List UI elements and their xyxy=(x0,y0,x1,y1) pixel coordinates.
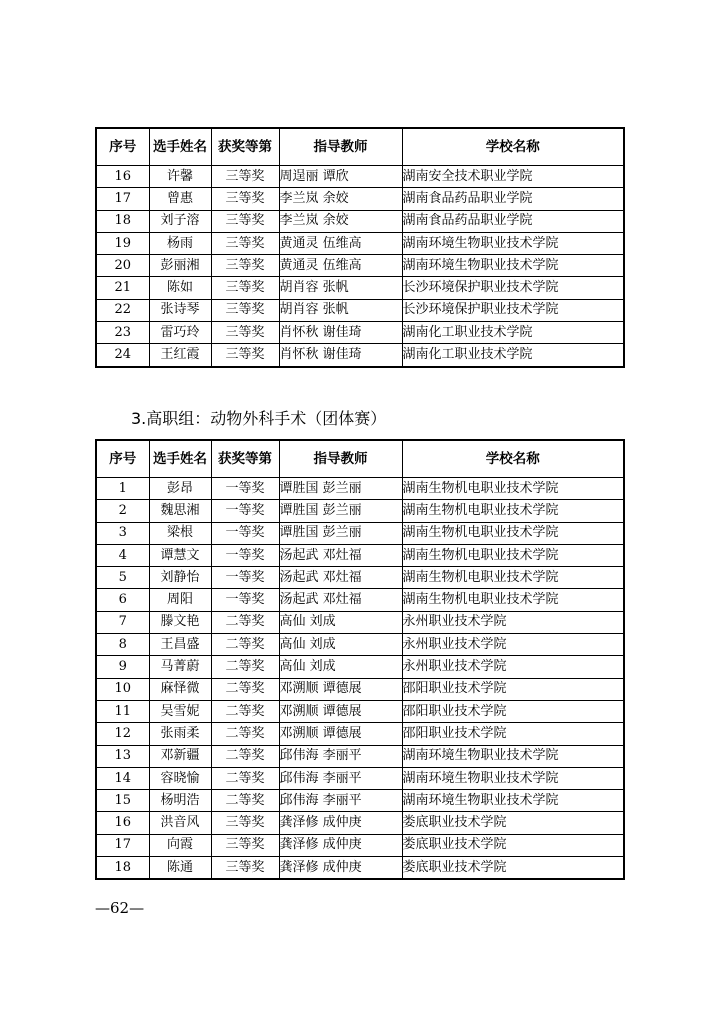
cell-school: 湖南生物机电职业技术学院 xyxy=(402,500,624,522)
table-row xyxy=(96,210,624,232)
cell-school: 湖南安全技术职业学院 xyxy=(402,166,624,188)
cell-serial: 22 xyxy=(96,299,149,321)
cell-contestant: 谭慧文 xyxy=(149,544,211,566)
cell-contestant: 彭丽湘 xyxy=(149,255,211,277)
table-row xyxy=(96,522,624,544)
cell-serial: 3 xyxy=(96,522,149,544)
cell-award: 一等奖 xyxy=(211,589,279,611)
cell-award: 三等奖 xyxy=(211,188,279,210)
cell-award: 二等奖 xyxy=(211,656,279,678)
cell-instructor: 邓溯顺 谭德展 xyxy=(279,723,402,745)
cell-contestant: 杨雨 xyxy=(149,232,211,254)
cell-serial: 1 xyxy=(96,478,149,500)
cell-instructor: 肖怀秋 谢佳琦 xyxy=(279,322,402,344)
header-contestant: 选手姓名 xyxy=(149,128,211,166)
award-table-team xyxy=(95,439,625,880)
cell-award: 三等奖 xyxy=(211,834,279,856)
cell-school: 邵阳职业技术学院 xyxy=(402,678,624,700)
cell-serial: 11 xyxy=(96,700,149,722)
cell-serial: 10 xyxy=(96,678,149,700)
cell-contestant: 刘子溶 xyxy=(149,210,211,232)
header-instructor: 指导教师 xyxy=(279,128,402,166)
cell-contestant: 陈如 xyxy=(149,277,211,299)
cell-serial: 20 xyxy=(96,255,149,277)
cell-serial: 23 xyxy=(96,322,149,344)
table-row xyxy=(96,767,624,789)
cell-award: 二等奖 xyxy=(211,700,279,722)
cell-school: 湖南环境生物职业技术学院 xyxy=(402,745,624,767)
cell-award: 三等奖 xyxy=(211,232,279,254)
header-serial: 序号 xyxy=(96,440,149,478)
cell-instructor: 龚泽修 成仲庚 xyxy=(279,857,402,880)
header-contestant: 选手姓名 xyxy=(149,440,211,478)
cell-serial: 6 xyxy=(96,589,149,611)
cell-award: 三等奖 xyxy=(211,255,279,277)
cell-serial: 24 xyxy=(96,344,149,367)
table-row xyxy=(96,611,624,633)
cell-award: 三等奖 xyxy=(211,812,279,834)
cell-school: 娄底职业技术学院 xyxy=(402,812,624,834)
cell-serial: 19 xyxy=(96,232,149,254)
cell-school: 湖南环境生物职业技术学院 xyxy=(402,255,624,277)
table-row xyxy=(96,544,624,566)
cell-award: 二等奖 xyxy=(211,767,279,789)
cell-instructor: 高仙 刘成 xyxy=(279,656,402,678)
cell-instructor: 高仙 刘成 xyxy=(279,611,402,633)
table-header-row xyxy=(96,128,624,166)
cell-contestant: 马菁蔚 xyxy=(149,656,211,678)
cell-instructor: 邱伟海 李丽平 xyxy=(279,745,402,767)
table-row xyxy=(96,589,624,611)
cell-contestant: 张雨柔 xyxy=(149,723,211,745)
page-number: —62— xyxy=(95,899,145,917)
cell-contestant: 雷巧玲 xyxy=(149,322,211,344)
cell-instructor: 汤起武 邓灶福 xyxy=(279,567,402,589)
header-school: 学校名称 xyxy=(402,440,624,478)
cell-contestant: 王红霞 xyxy=(149,344,211,367)
cell-award: 二等奖 xyxy=(211,611,279,633)
cell-serial: 2 xyxy=(96,500,149,522)
table-header-row xyxy=(96,440,624,478)
table-row xyxy=(96,857,624,880)
table-row xyxy=(96,277,624,299)
cell-instructor: 胡肖容 张帆 xyxy=(279,299,402,321)
table-row xyxy=(96,656,624,678)
cell-school: 长沙环境保护职业技术学院 xyxy=(402,299,624,321)
table-row xyxy=(96,812,624,834)
cell-award: 二等奖 xyxy=(211,678,279,700)
cell-school: 湖南生物机电职业技术学院 xyxy=(402,478,624,500)
cell-contestant: 彭昂 xyxy=(149,478,211,500)
cell-school: 湖南食品药品职业学院 xyxy=(402,188,624,210)
cell-instructor: 肖怀秋 谢佳琦 xyxy=(279,344,402,367)
cell-instructor: 龚泽修 成仲庚 xyxy=(279,834,402,856)
cell-award: 三等奖 xyxy=(211,299,279,321)
cell-contestant: 杨明浩 xyxy=(149,790,211,812)
cell-school: 娄底职业技术学院 xyxy=(402,834,624,856)
cell-contestant: 张诗琴 xyxy=(149,299,211,321)
cell-contestant: 邓新疆 xyxy=(149,745,211,767)
table-row xyxy=(96,790,624,812)
cell-serial: 16 xyxy=(96,166,149,188)
cell-contestant: 魏思湘 xyxy=(149,500,211,522)
cell-instructor: 高仙 刘成 xyxy=(279,634,402,656)
header-instructor: 指导教师 xyxy=(279,440,402,478)
cell-instructor: 谭胜国 彭兰丽 xyxy=(279,500,402,522)
cell-school: 永州职业技术学院 xyxy=(402,656,624,678)
cell-award: 三等奖 xyxy=(211,322,279,344)
cell-school: 永州职业技术学院 xyxy=(402,611,624,633)
cell-instructor: 汤起武 邓灶福 xyxy=(279,589,402,611)
cell-instructor: 邱伟海 李丽平 xyxy=(279,790,402,812)
header-award: 获奖等第 xyxy=(211,440,279,478)
cell-award: 一等奖 xyxy=(211,522,279,544)
cell-instructor: 黄通灵 伍维高 xyxy=(279,232,402,254)
header-award: 获奖等第 xyxy=(211,128,279,166)
table-row xyxy=(96,700,624,722)
table-row xyxy=(96,500,624,522)
table-row xyxy=(96,344,624,367)
cell-school: 娄底职业技术学院 xyxy=(402,857,624,880)
cell-contestant: 许馨 xyxy=(149,166,211,188)
section-title: 3.高职组：动物外科手术（团体赛） xyxy=(131,409,387,428)
table-row xyxy=(96,634,624,656)
table-row xyxy=(96,478,624,500)
cell-serial: 5 xyxy=(96,567,149,589)
cell-instructor: 周逞丽 谭欣 xyxy=(279,166,402,188)
cell-award: 三等奖 xyxy=(211,166,279,188)
table-row xyxy=(96,723,624,745)
table-row xyxy=(96,232,624,254)
cell-serial: 8 xyxy=(96,634,149,656)
cell-award: 二等奖 xyxy=(211,745,279,767)
cell-school: 湖南生物机电职业技术学院 xyxy=(402,567,624,589)
cell-serial: 17 xyxy=(96,834,149,856)
table-row xyxy=(96,188,624,210)
cell-instructor: 黄通灵 伍维高 xyxy=(279,255,402,277)
table-row xyxy=(96,299,624,321)
cell-instructor: 邱伟海 李丽平 xyxy=(279,767,402,789)
table-row xyxy=(96,255,624,277)
cell-contestant: 陈通 xyxy=(149,857,211,880)
table-row xyxy=(96,322,624,344)
cell-school: 湖南化工职业技术学院 xyxy=(402,344,624,367)
cell-award: 三等奖 xyxy=(211,344,279,367)
cell-contestant: 王昌盛 xyxy=(149,634,211,656)
cell-instructor: 谭胜国 彭兰丽 xyxy=(279,478,402,500)
cell-contestant: 向霞 xyxy=(149,834,211,856)
table-row xyxy=(96,166,624,188)
cell-serial: 13 xyxy=(96,745,149,767)
cell-award: 三等奖 xyxy=(211,857,279,880)
cell-contestant: 洪音风 xyxy=(149,812,211,834)
cell-school: 邵阳职业技术学院 xyxy=(402,700,624,722)
cell-serial: 14 xyxy=(96,767,149,789)
cell-serial: 21 xyxy=(96,277,149,299)
table-body xyxy=(96,166,624,367)
cell-contestant: 曾惠 xyxy=(149,188,211,210)
cell-award: 三等奖 xyxy=(211,210,279,232)
cell-school: 永州职业技术学院 xyxy=(402,634,624,656)
table-row xyxy=(96,745,624,767)
award-table-individual xyxy=(95,127,625,368)
cell-serial: 9 xyxy=(96,656,149,678)
cell-contestant: 吴雪妮 xyxy=(149,700,211,722)
cell-school: 湖南生物机电职业技术学院 xyxy=(402,522,624,544)
cell-school: 湖南食品药品职业学院 xyxy=(402,210,624,232)
cell-instructor: 谭胜国 彭兰丽 xyxy=(279,522,402,544)
cell-instructor: 李兰岚 余姣 xyxy=(279,188,402,210)
cell-serial: 16 xyxy=(96,812,149,834)
cell-award: 二等奖 xyxy=(211,723,279,745)
cell-serial: 17 xyxy=(96,188,149,210)
cell-school: 湖南生物机电职业技术学院 xyxy=(402,544,624,566)
cell-instructor: 邓溯顺 谭德展 xyxy=(279,700,402,722)
cell-instructor: 李兰岚 余姣 xyxy=(279,210,402,232)
table-row xyxy=(96,567,624,589)
cell-serial: 15 xyxy=(96,790,149,812)
table-row xyxy=(96,678,624,700)
cell-serial: 12 xyxy=(96,723,149,745)
cell-instructor: 邓溯顺 谭德展 xyxy=(279,678,402,700)
cell-serial: 18 xyxy=(96,210,149,232)
cell-school: 湖南化工职业技术学院 xyxy=(402,322,624,344)
cell-contestant: 麻怿微 xyxy=(149,678,211,700)
cell-serial: 4 xyxy=(96,544,149,566)
cell-award: 二等奖 xyxy=(211,634,279,656)
cell-instructor: 汤起武 邓灶福 xyxy=(279,544,402,566)
cell-contestant: 刘静怡 xyxy=(149,567,211,589)
cell-instructor: 胡肖容 张帆 xyxy=(279,277,402,299)
header-serial: 序号 xyxy=(96,128,149,166)
cell-award: 一等奖 xyxy=(211,567,279,589)
cell-serial: 7 xyxy=(96,611,149,633)
cell-serial: 18 xyxy=(96,857,149,880)
cell-school: 湖南环境生物职业技术学院 xyxy=(402,232,624,254)
cell-award: 一等奖 xyxy=(211,544,279,566)
cell-school: 湖南生物机电职业技术学院 xyxy=(402,589,624,611)
cell-award: 三等奖 xyxy=(211,277,279,299)
cell-school: 湖南环境生物职业技术学院 xyxy=(402,790,624,812)
header-school: 学校名称 xyxy=(402,128,624,166)
cell-contestant: 容晓愉 xyxy=(149,767,211,789)
cell-contestant: 周阳 xyxy=(149,589,211,611)
cell-award: 一等奖 xyxy=(211,478,279,500)
cell-school: 长沙环境保护职业技术学院 xyxy=(402,277,624,299)
table-body xyxy=(96,478,624,880)
cell-instructor: 龚泽修 成仲庚 xyxy=(279,812,402,834)
cell-award: 一等奖 xyxy=(211,500,279,522)
cell-school: 湖南环境生物职业技术学院 xyxy=(402,767,624,789)
cell-school: 邵阳职业技术学院 xyxy=(402,723,624,745)
cell-award: 二等奖 xyxy=(211,790,279,812)
cell-contestant: 梁根 xyxy=(149,522,211,544)
table-row xyxy=(96,834,624,856)
cell-contestant: 滕文艳 xyxy=(149,611,211,633)
